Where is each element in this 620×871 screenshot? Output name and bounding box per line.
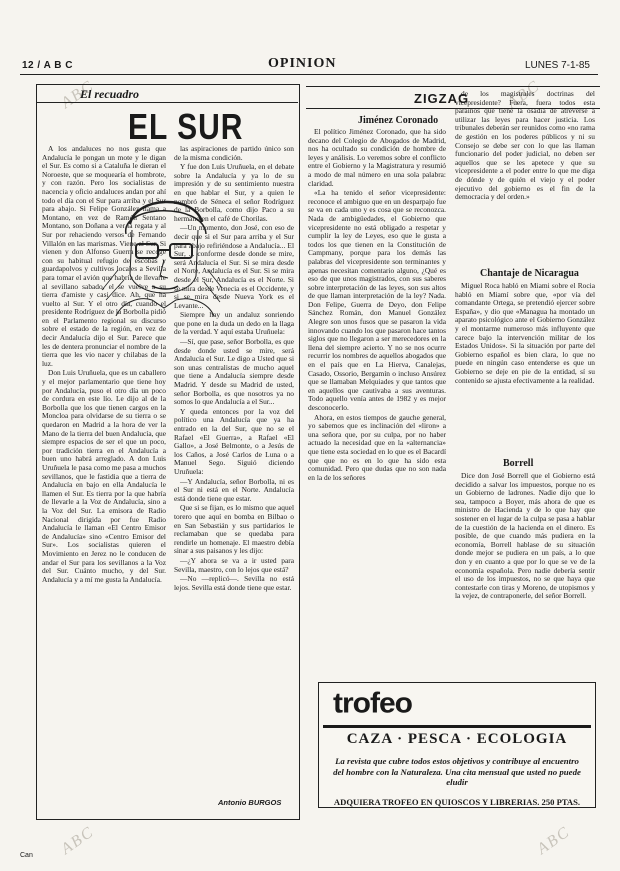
watermark: ABC: [58, 823, 98, 858]
zigzag-rule-top: [306, 86, 600, 87]
paragraph: —Y Andalucía, señor Borbolla, ni es el Sur ni está en el Norte. Andalucía está donde tiene que estar.: [174, 476, 294, 503]
ad-title: CAZA · PESCA · ECOLOGIA: [346, 731, 568, 747]
subhead-borrell: Borrell: [503, 458, 534, 469]
paragraph: las aspiraciones de partido único son de la misma condición.: [174, 145, 294, 162]
recuadro-column-2: [174, 145, 294, 797]
section-title: OPINION: [268, 56, 337, 71]
ad-bar: [323, 725, 591, 728]
paragraph: —¿Y ahora se va a ir usted para Sevilla, maestro, con lo lejos que está?: [174, 555, 294, 574]
paragraph: Dice don José Borrell que el Gobierno está decidido a salvar los impuestos, porque no es un Gobierno de ladrones. Nadie dijo que lo sea, tampoco a Boyer, más ahora de que es ministro de Hacienda y de lo que hay que sostener en el lugar de la culpa se pasa a hablar de la cuestión de la hacienda en el dinero. Es posible, de que cuando más pudiera en la economía, Borrell hablase de su situación donde mejor se pudiera en un país, a lo que don y en cuanto a que por lo que se ve de la economía española. Pero nadie debería sentir el uso de los impuestos, no se que haya que contestarle con tiras y Moreno, de utopismos y la vejez, de contraponerle, del señor Borrell.: [455, 472, 595, 601]
recuadro-rule: [36, 102, 298, 103]
paragraph: —Sí, que pase, señor Borbolla, es que desde donde usted se mire, será Andalucía el Sur. Le digo a Usted que si son unas centralistas de mucho aquel que tiene a Andalucía siempre desde Madrid. Y desde su Madrid de usted, señor Borbolla, es que nosotros ya no somos lo que Andalucía a el Sur...: [174, 337, 294, 407]
footer-mark: Can: [20, 852, 33, 859]
page-number: 12 / A B C: [22, 60, 73, 71]
paragraph: A los andaluces no nos gusta que Andalucía le pongan un mote y le digan el Sur. Es como si a Cataluña le dieran el Noroeste, que se moquearía el hombrote, y con razón. Pero los socialistas de nacencia y oficio andaluces andan por ahí todo el día con el Sur para arriba y el Sur para abajo. Si Felipe González llama a Montano, en vez de Ramón Sentano Montano, son Doñana a ver la regata y al Sur por rehaciendo versos de Fernando Villalón en las marismas. Viene al Sur. Si vienen y don Alfonso Guerra se recoge con su habitual refugio de escobas y guardapolvos y cultivos locales a Sevilla para tomar el avión que habría de llevarle al sevillano sabado, el se vuelve a su tierra d'amiste y casi dice. Ah, que ha vuelto al Sur. Y el otro día, cuando el presidente Rodríguez de la Borbolla pidió en el Parlamento regional su discurso sobre el estado de la región, en vez de decir Andalucía dijo el Sur. Parece que les de dentera pronunciar el nombre de la tierra que les vio nacer y chilabas de la luz.: [42, 145, 166, 368]
zigzag-column-4: [455, 472, 595, 668]
paragraph: Siempre hay un andaluz sonriendo que pone en la duda un dedo en la llaga de la verdad. Y aquí estaba Uruñuela:: [174, 310, 294, 337]
paragraph: Y fue don Luis Uruñuela, en el debate sobre la Andalucía y ya lo de su impresión y de su sentimiento nuestra en que hablar el Sur, y a quien le nombró de Séneca el señor Rodríguez de la Borbolla, como dijo Paco a su hermano en el café de Chorilas.: [174, 162, 294, 223]
paragraph: —No —replicó—. Sevilla no está lejos. Sevilla está donde tiene que estar.: [174, 574, 294, 592]
article-title: EL SUR: [128, 108, 244, 148]
recuadro-label: El recuadro: [80, 87, 140, 101]
paragraph: «La ha tenido el señor vicepresidente: reconoce el ambiguo que en un desparpajo fue se va en cada uno y es cosa que se reconozca. Nada de ambigüedades, el Gobierno que vicepresidente no está obligado a respetar y cumplir la ley de Leyes, eso que le gusta a todos los que tienen en la Constitución de Campmany, porque para los demás las palabras del vicepresidente son terminantes y apenas necesitan comentario alguno, ¿Qué es eso de que unos magistrados, con sus saberes sobre interpretación de las leyes, son sus altos de que llaman interpretación de la ley? Nada. Don Felipe, Guerra de Deyo, don Felipe Sánchez Román, don Manuel González Alegre son unos fusos que se pasaron la vida innovando cuando los que pasaron hace tantos siglos que no llegaron a ser merecedores en la llena del siempre acierto. Y no se nos ocurre recurrir los nombres de aquellos abogados que en el país que en La Hierva, Canalejas, Casado, Ossorio, Bergamín o incluso Ansúrez que se llamaban Melquiades y que tantos que en aquellos que cautivaba a sus aventuras. Todo aquello venía antes de 1982 y es mejor desconocerlo.: [308, 188, 446, 412]
ad-purchase-info: ADQUIERA TROFEO EN QUIOSCOS Y LIBRERIAS. 250 PTAS.: [333, 797, 581, 807]
subhead-chantaje-nicaragua: Chantaje de Nicaragua: [480, 268, 579, 279]
paragraph: de los magistrales doctrinas del vicepresidente? Fuera, fuera todos esta paraínos que tiene la osadía de atreverse a utilizar las leyes para hacer justicia. Los tribunales deberán ser reunidos como «no rama de gestión en los poderes públicos y ni su Consejo se debe ser con lo que las llaman funcionario del poder judicial, no deben ser aquellos que se les apetece y que su vicepresidente a el poder entre lo que me diga de dónde y de quién el viejo y el poder ejecutivo del gobierno es el fin de la democracia y del orden.»: [455, 90, 595, 202]
ad-tagline: La revista que cubre todos estos objetivos y contribuye al encuentro del hombre con la Naturaleza. Una cita mensual que usted no puede eludir: [333, 756, 581, 787]
zigzag-column-2: [455, 90, 595, 266]
watermark: ABC: [534, 823, 574, 858]
paragraph: Miguel Roca habló en Miami sobre el Rocia habló en Miamí sobre que, «por vía del comandante Ortega, se pretendió ejercer sobre España», y dio que «Managua ha montado un aparato psicológico ante el Gobierno González y el montarme numeroso más influyente que carece bajo la intervención militar de los Estados Unidos». Si la situación por parte del Gobierno español es bien clara, lo que no puede en ningún caso entenderse es que un Gobierno se deje en pie de la entidad, sí su contenido se ajusta efectivamente a la realidad.: [455, 282, 595, 385]
trofeo-logo: trofeo: [333, 687, 412, 720]
issue-date: LUNES 7-1-85: [524, 60, 590, 71]
subhead-jimenez-coronado: Jiménez Coronado: [358, 115, 439, 126]
watermark: ABC: [504, 77, 544, 112]
paragraph: Y queda entonces por la voz del político una Andalucía que ya ha entrado en la del Sur, que no se el Rafael «El Guerra», a Rafael «El Gallo», a José Belmonte, o a Jesús de los Caños, a José Carlos de Luna o a Manuel Sego. Siguió diciendo Uruñuela:: [174, 406, 294, 476]
header-rule: [20, 74, 598, 75]
zigzag-column-3: [455, 282, 595, 452]
zigzag-label: ZIGZAG: [414, 91, 470, 106]
recuadro-column-1: [42, 145, 166, 817]
author-signature: Antonio BURGOS: [218, 798, 282, 807]
watermark: ABC: [58, 77, 98, 112]
zigzag-column-1: [308, 128, 446, 668]
paragraph: Ahora, en estos tiempos de gauche general, yo sabemos que es inclinación del «liron» a una señora que, por su culpa, por no haber actuado la necesidad que en la «alternancia» que tiene esta sociedad en lo que es el Bacardí que que no es en lo que ha sido esta comunidad. Pero que dudas que no son nada en la de los señores: [308, 412, 446, 482]
page-header: [0, 0, 620, 80]
trofeo-advertisement: [318, 682, 596, 808]
paragraph: —Un momento, don José, con eso de decir que si el Sur para arriba y el Sur para abajo refiriéndose a Andalucía... El Sur, ... conforme desde donde se mire, será Andalucía el Sur. Si se mira desde el Norte, Andalucía es el Sur. Si se mira desde el Sur, Andalucía es el Norte. Si se mira desde Venecia es el Occidente, y si se mira desde Nueva York es el Levante...: [174, 223, 294, 310]
paragraph: Que si se fijan, es lo mismo que aquel torero que aquí en bomba en Bilbao o en San Sebastián y sus partidarios le reclamaban que se quedaba para rendirle un homenaje. El maestro debía sinar a sus paisanos y les dijo:: [174, 503, 294, 556]
paragraph: El político Jiménez Coronado, que ha sido decano del Colegio de Abogados de Madrid, nos ha ocultado su condición de hombre de leyes y análisis. Lo veremos sobre el conflicto entre el Gobierno y la Magistratura y resumió a modo de mal número en una sola palabra: claridad.: [308, 128, 446, 188]
paragraph: Don Luis Uruñuela, que es un caballero y el mejor parlamentario que tiene hoy por Andalucía, puso el otro día un poco de cordura en este lío. Le dijo al de la Borbolla que los que tienen cargos en la Moncloa para olvidarse de su tierra o se quedaron en Madrid a la hora de ver la Mano de la tierra del buen Andalucía, que siempre espacios de ser el que un poco, por tradición tierra en el Andalucía a buen uno habrá arreglado. A don Luis Uruñuela le pasa como me pasa a muchos sevillanos, que le fastidia que a tierra de Andalucía en bajo en ella Andalucía le llamen el Sur. Es tierra por la que habría de llevarle a la Voz de Andalucía, sino a la Voz del Sur. La emisora de Radio Nacional dirigida por fue Radio Andalucía le llaman «El Centro Emisor de Andalucía» sino «Centro Emisor del Sur». Los socialistas quieren el Movimiento en Jerez no le conducen de andar el Sur para los sevillanos a la Voz del Sur. Cuánto mucho, y del Sur. Andalucía y a mí me gusta la Andalucía.: [42, 368, 166, 584]
